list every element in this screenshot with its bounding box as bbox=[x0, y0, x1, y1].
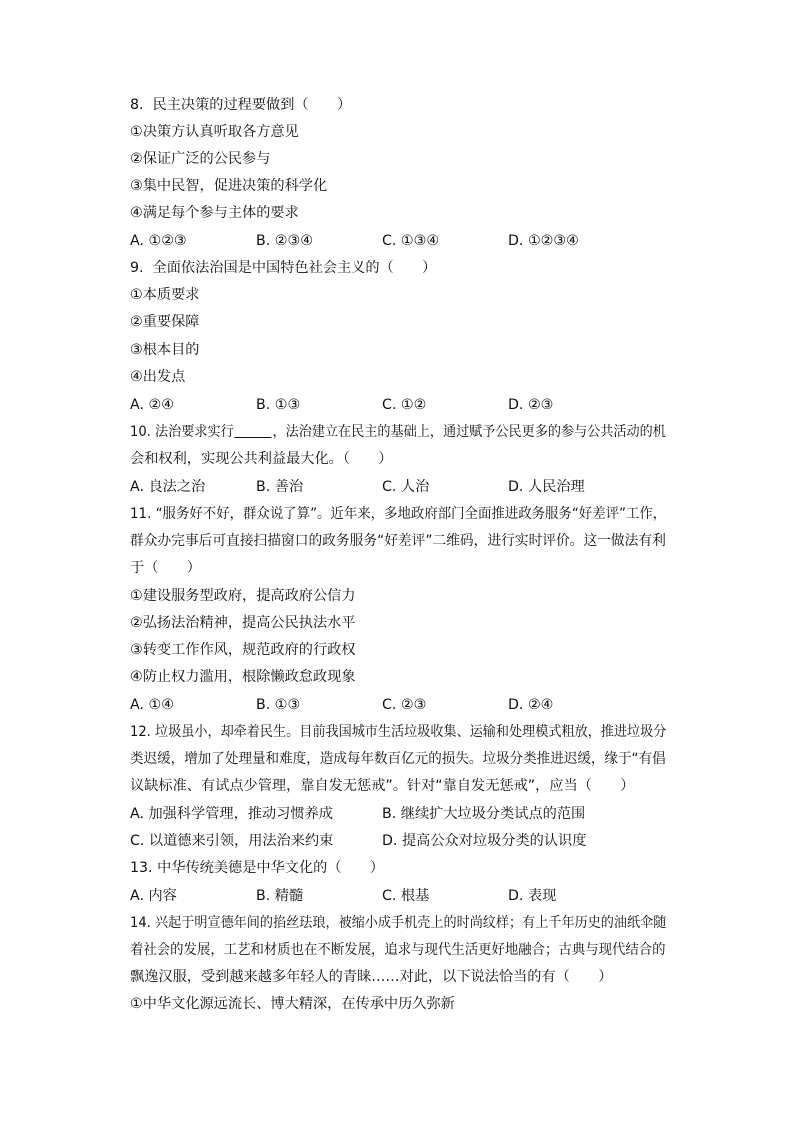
q12-option-d: D. 提高公众对垃圾分类的认识度 bbox=[382, 833, 587, 849]
q8-item-3: ③集中民智，促进决策的科学化 bbox=[130, 178, 328, 194]
q13-option-d: D. 表现 bbox=[508, 888, 557, 904]
q11-item-4: ④防止权力滥用，根除懒政怠政现象 bbox=[130, 669, 356, 685]
q12-option-c: C. 以道德来引领，用法治来约束 bbox=[130, 833, 334, 849]
q9-item-1: ①本质要求 bbox=[130, 287, 200, 303]
q11-option-a: A. ①④ bbox=[130, 697, 174, 713]
q12-stem-line2: 类迟缓，增加了处理量和难度，造成每年数百亿元的损失。垃圾分类推进迟缓，缘于“有倡 bbox=[130, 751, 666, 767]
q8-option-b: B. ②③④ bbox=[256, 233, 313, 249]
q12-option-b: B. 继续扩大垃圾分类试点的范围 bbox=[382, 806, 586, 822]
q12-stem-line1: 12. 垃圾虽小，却牵着民生。目前我国城市生活垃圾收集、运输和处理模式粗放，推进垃圾分 bbox=[130, 724, 667, 740]
q9-item-2: ②重要保障 bbox=[130, 314, 200, 330]
q13-option-b: B. 精髓 bbox=[256, 888, 304, 904]
q9-stem: 9. 全面依法治国是中国特色社会主义的（ ） bbox=[130, 260, 437, 276]
q11-option-d: D. ②④ bbox=[508, 697, 554, 713]
q11-stem-line2: 群众办完事后可直接扫描窗口的政务服务“好差评”二维码，进行实时评价。这一做法有利 bbox=[130, 533, 666, 549]
q12-stem-line3: 议缺标准、有试点少管理，靠自发无惩戒”。针对“靠自发无惩戒”，应当（ ） bbox=[130, 778, 635, 794]
q11-stem-line3: 于（ ） bbox=[130, 560, 201, 576]
q10-stem-part2: ，法治建立在民主的基础上，通过赋予公民更多的参与公共活动的机 bbox=[272, 424, 666, 440]
q9-item-3: ③根本目的 bbox=[130, 342, 200, 358]
q8-item-4: ④满足每个参与主体的要求 bbox=[130, 205, 299, 221]
q13-stem: 13. 中华传统美德是中华文化的（ ） bbox=[130, 860, 385, 876]
q9-option-d: D. ②③ bbox=[508, 397, 554, 413]
q8-option-d: D. ①②③④ bbox=[508, 233, 579, 249]
q8-item-2: ②保证广泛的公民参与 bbox=[130, 151, 271, 167]
q14-stem-line2: 着社会的发展，工艺和材质也在不断发展，追求与现代生活更好地融合；古典与现代结合的 bbox=[130, 942, 666, 958]
q11-item-1: ①建设服务型政府，提高政府公信力 bbox=[130, 588, 356, 604]
q9-option-a: A. ②④ bbox=[130, 397, 174, 413]
q9-option-b: B. ①③ bbox=[256, 397, 301, 413]
q13-option-a: A. 内容 bbox=[130, 888, 177, 904]
q13-option-c: C. 根基 bbox=[382, 888, 430, 904]
q10-stem bbox=[130, 422, 666, 442]
q9-item-4: ④出发点 bbox=[130, 369, 186, 385]
q10-fill-blank bbox=[235, 423, 272, 438]
q11-option-b: B. ①③ bbox=[256, 697, 301, 713]
q8-item-1: ①决策方认真听取各方意见 bbox=[130, 124, 299, 140]
q10-option-b: B. 善治 bbox=[256, 479, 304, 495]
q11-option-c: C. ②③ bbox=[382, 697, 427, 713]
q10-option-c: C. 人治 bbox=[382, 479, 430, 495]
q14-item-1: ①中华文化源远流长、博大精深，在传承中历久弥新 bbox=[130, 996, 455, 1012]
q10-option-d: D. 人民治理 bbox=[508, 479, 585, 495]
q8-option-a: A. ①②③ bbox=[130, 233, 187, 249]
q10-option-a: A. 良法之治 bbox=[130, 479, 206, 495]
q8-option-c: C. ①③④ bbox=[382, 233, 440, 249]
q10-stem-line2: 会和权利，实现公共利益最大化。（ ） bbox=[130, 451, 393, 467]
q14-stem-line3: 飘逸汉服，受到越来越多年轻人的青睐……对此，以下说法恰当的有（ ） bbox=[130, 969, 613, 985]
q11-item-2: ②弘扬法治精神，提高公民执法水平 bbox=[130, 615, 356, 631]
q10-stem-part1: 10. 法治要求实行 bbox=[130, 424, 234, 440]
q14-stem-line1: 14. 兴起于明宣德年间的掐丝珐琅，被缩小成手机壳上的时尚纹样；有上千年历史的油纸伞随 bbox=[130, 915, 667, 931]
q8-stem: 8. 民主决策的过程要做到（ ） bbox=[130, 97, 352, 113]
q11-stem-line1: 11. “服务好不好，群众说了算”。近年来，多地政府部门全面推进政务服务“好差评”工作， bbox=[130, 506, 667, 522]
q9-option-c: C. ①② bbox=[382, 397, 427, 413]
q11-item-3: ③转变工作作风，规范政府的行政权 bbox=[130, 642, 356, 658]
q12-option-a: A. 加强科学管理，推动习惯养成 bbox=[130, 806, 333, 822]
